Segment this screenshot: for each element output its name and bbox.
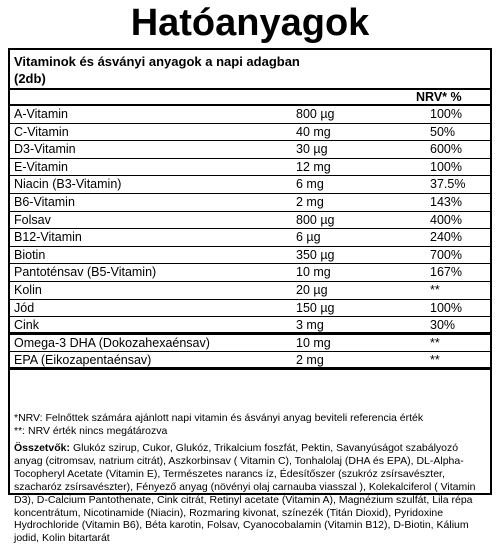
ingredients-text (14, 442, 488, 545)
nutrient-amount: 20 µg (296, 282, 328, 297)
table-row (10, 176, 490, 194)
footnotes (14, 412, 423, 437)
nutrient-nrv: ** (430, 335, 440, 350)
nutrient-amount: 2 mg (296, 353, 324, 368)
nutrient-nrv: 30% (430, 318, 456, 333)
table-row (10, 352, 490, 370)
nutrient-nrv: 100% (430, 300, 462, 315)
supplement-facts-panel (8, 48, 492, 545)
table-row (10, 106, 490, 124)
nutrient-name: Kolin (14, 282, 42, 297)
nutrient-amount: 30 µg (296, 142, 328, 157)
nutrient-amount: 150 µg (296, 300, 335, 315)
nutrient-nrv: 37.5% (430, 177, 466, 192)
nutrient-name: B12-Vitamin (14, 230, 82, 245)
nutrient-amount: 350 µg (296, 247, 335, 262)
nutrient-amount: 10 mg (296, 265, 331, 280)
nutrient-nrv: 100% (430, 159, 462, 174)
table-row (10, 264, 490, 282)
table-row (10, 282, 490, 300)
nutrient-name: Cink (14, 318, 40, 333)
nutrient-nrv: 50% (430, 124, 456, 139)
nutrient-name: Biotin (14, 247, 46, 262)
nutrient-amount: 800 µg (296, 212, 335, 227)
nutrient-name: Jód (14, 300, 35, 315)
table-row (10, 212, 490, 230)
nutrient-name: D3-Vitamin (14, 142, 76, 157)
nutrient-nrv: 100% (430, 107, 462, 121)
panel-subtitle: Vitaminok és ásványi anyagok a napi adagban (2db) (14, 54, 300, 86)
nutrient-amount: 12 mg (296, 159, 331, 174)
table-row (10, 141, 490, 159)
table-row (10, 335, 490, 353)
nutrient-nrv: 600% (430, 142, 462, 157)
table-row (10, 124, 490, 142)
footnote-nrv: *NRV: Felnőttek számára ajánlott napi vitamin és ásványi anyag beviteli referencia érték (14, 412, 424, 424)
nutrient-name: Folsav (14, 212, 51, 227)
nutrient-nrv: 400% (430, 212, 462, 227)
nutrient-name: EPA (Eikozapentaénsav) (14, 353, 152, 368)
table-row (10, 159, 490, 177)
nutrient-amount: 6 µg (296, 230, 321, 245)
table-row (10, 247, 490, 265)
table-row (10, 229, 490, 247)
ingredients-label: Összetvők: (14, 442, 71, 454)
nutrient-amount: 3 mg (296, 318, 324, 333)
nrv-column-header: NRV* % (416, 90, 462, 104)
nutrient-nrv: 143% (430, 194, 462, 209)
nutrient-name: Pantoténsav (B5-Vitamin) (14, 265, 157, 280)
nutrient-table (10, 106, 490, 370)
nutrient-nrv: 700% (430, 247, 462, 262)
table-row (10, 317, 490, 335)
nutrient-amount: 10 mg (296, 335, 331, 350)
nutrient-nrv: ** (430, 282, 440, 297)
footnote-undefined: **: NRV érték nincs megátározva (14, 424, 168, 437)
nutrient-nrv: ** (430, 353, 440, 368)
ingredients-list: Glukóz szirup, Cukor, Glukóz, Trikalcium foszfát, Pektin, Savanyúságot szabályozó anyag (citromsav, natrium citrát), Aszkorbinsav ( Vitamin C), Tonhalolaj (DHA és EPA), DL-Alpha-Tocopheryl Acetate (Vitamin E), Természetes narancs íz, Édesítőszer (szukróz zsírsavészter, szacharóz zsírsavészter), Fényező anyag (növényi olaj carnauba viasszal ), Kolekalciferol ( Vitamin D3), D-Calcium Pantothenate, Cink citrát, Retinyl acetate (Vitamin A), Magnézium szulfát, Lila répa koncentrátum, Nicotinamide (Niacin), Rozmaring kivonat, színezék (Titán Dioxid), Pyridoxine Hydrochloride (Vitamin B6), Béta karotin, Folsav, Cyanocobalamin (Vitamin B12), D-Biotin, Kálium jodid, Kolin bitartarát (14, 442, 476, 545)
nutrient-amount: 800 µg (296, 107, 335, 121)
nutrient-amount: 2 mg (296, 194, 324, 209)
nutrient-name: B6-Vitamin (14, 194, 75, 209)
nutrient-name: Omega-3 DHA (Dokozahexaénsav) (14, 335, 210, 350)
table-row (10, 300, 490, 318)
page-title: Hatóanyagok (130, 2, 370, 44)
nutrient-nrv: 167% (430, 265, 462, 280)
nutrient-name: C-Vitamin (14, 124, 69, 139)
table-row (10, 194, 490, 212)
nutrient-amount: 6 mg (296, 177, 324, 192)
nutrient-amount: 40 mg (296, 124, 331, 139)
nutrient-name: A-Vitamin (14, 107, 68, 121)
nutrient-nrv: 240% (430, 230, 462, 245)
nutrient-name: E-Vitamin (14, 159, 68, 174)
nutrient-name: Niacin (B3-Vitamin) (14, 177, 122, 192)
